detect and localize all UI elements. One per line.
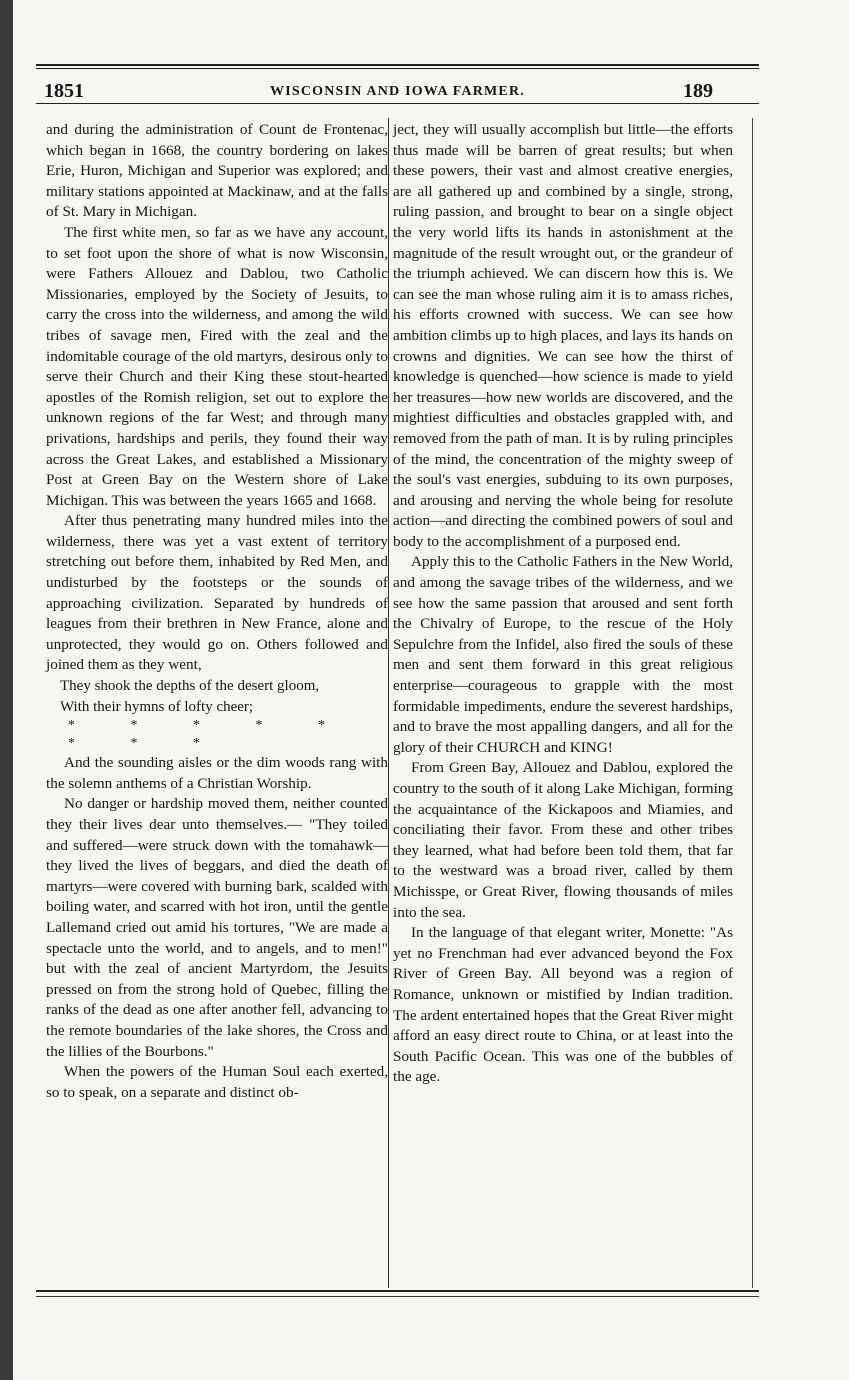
scan-left-edge (0, 0, 13, 1380)
header-page-number: 189 (683, 80, 713, 102)
column-divider (388, 118, 389, 1288)
bottom-rule (36, 1290, 759, 1292)
header-rule (36, 103, 759, 104)
top-rule-thin (36, 68, 759, 69)
right-column (393, 120, 733, 1088)
left-paragraph-5: No danger or hardship moved them, neither counted they their lives dear unto themselves.— "They toiled and suffered—were struck down with the tomahawk—they lived the lives of beggars, and died the death of martyrs—were covered with burning bark, scalded with boiling water, and scarred with hot iron, until the gentle Lallemand cried out amid his tortures, "We are made a spectacle unto the world, and to angels, and to men!" but with the zeal of ancient Martyrdom, the Jesuits pressed on from the strong hold of Quebec, filling the ranks of the dead as one after another fell, advancing to the remote boundaries of the lake shores, the Cross and the lillies of the Bourbons." (46, 795, 388, 1060)
verse-line-2: With their hymns of lofty cheer; (60, 698, 254, 715)
top-rule (36, 64, 759, 66)
left-paragraph-1: and during the administration of Count de Frontenac, which began in 1668, the country bordering on lakes Erie, Huron, Michigan and Superior was explored; and military stations appointed at Mackinaw, and at the falls of St. Mary in Michigan. (46, 121, 388, 221)
left-paragraph-6: When the powers of the Human Soul each exerted, so to speak, on a separate and distinct ob- (46, 1063, 388, 1101)
left-paragraph-2: The first white men, so far as we have any account, to set foot upon the shore of what is now Wisconsin, were Fathers Allouez and Dablou, two Catholic Missionaries, employed by the Society of Jesuits, to carry the cross into the wilderness, and among the wild tribes of savage men, Fired with the zeal and the indomitable courage of the old martyrs, desirous only to serve their Church and their King these stout-hearted apostles of the Romish religion, set out to explore the unknown regions of the far West; and through many privations, hardships and perils, they found their way across the Great Lakes, and established a Missionary Post at Green Bay on the Western shore of Lake Michigan. This was between the years 1665 and 1668. (46, 223, 388, 509)
newspaper-page (36, 58, 759, 1298)
asterism: * * * * * * * * (68, 718, 351, 752)
header-year: 1851 (44, 80, 84, 102)
bottom-rule-thin (36, 1296, 759, 1297)
header-title: WISCONSIN AND IOWA FARMER. (270, 84, 525, 99)
left-paragraph-3: After thus penetrating many hundred miles into the wilderness, there was yet a vast extent of territory stretching out before them, inhabited by Red Men, and undisturbed by the footsteps or the sounds of approaching civilization. Separated by hundreds of leagues from their brethren in New France, alone and unprotected, they would go on. Others followed and joined them as they went, (46, 512, 388, 674)
page-header (36, 80, 759, 100)
right-paragraph-4: In the language of that elegant writer, Monette: "As yet no Frenchman had ever advanced beyond the Fox River of Green Bay. All beyond was a region of Romance, unknown or mistified by Indian tradition. The ardent entertained hopes that the Great River might afford an easy direct route to China, or at least into the South Pacific Ocean. This was one of the bubbles of the age. (393, 924, 733, 1086)
right-paragraph-1: ject, they will usually accomplish but little—the efforts thus made will be barren of great results; but when these powers, their vast and almost creative energies, are all gathered up and combined by a single, strong, ruling passion, and brought to bear on a single object the very world lifts its hands in astonishment at the magnitude of the result wrought out, or the grandeur of the triumph achieved. We can discern how this is. We can see the man whose ruling aim it is to amass riches, his efforts crowned with success. We can see how ambition climbs up to high places, and lays its hands on crowns and dignities. We can see how the thirst of knowledge is quenched—how science is made to yield her treasures—how new worlds are discovered, and the mightiest difficulties and obstacles grappled with, and removed from the path of man. It is by ruling principles of the mind, the concentration of the mighty sweep of the soul's vast energies, subduing to its own purposes, and arousing and nerving the whole being for resolute action—and directing the combined powers of soul and body to the accomplishment of a purposed end. (393, 121, 733, 550)
verse-line-1: They shook the depths of the desert gloom, (60, 678, 320, 695)
left-column (46, 120, 388, 1103)
right-paragraph-3: From Green Bay, Allouez and Dablou, explored the country to the south of it along Lake Michigan, forming the acquaintance of the Kickapoos and Miamies, and conciliating their favor. From these and other tribes they learned, what had before been told them, that far to the westward was a broad river, called by them Michisspe, or Great River, flowing thousands of miles into the sea. (393, 759, 733, 921)
right-margin-rule (752, 118, 753, 1288)
right-paragraph-2: Apply this to the Catholic Fathers in the New World, and among the savage tribes of the wilderness, and we see how the same passion that aroused and sent forth the Chivalry of Europe, to the rescue of the Holy Sepulchre from the Infidel, also fired the souls of these men and sent them forward in this great religious enterprise—courageous to grapple with the most formidable impediments, endure the severest hardships, and to brave the most appalling dangers, and all for the glory of their CHURCH and KING! (393, 553, 733, 756)
left-paragraph-4: And the sounding aisles or the dim woods rang with the solemn anthems of a Christian Worship. (46, 754, 388, 792)
